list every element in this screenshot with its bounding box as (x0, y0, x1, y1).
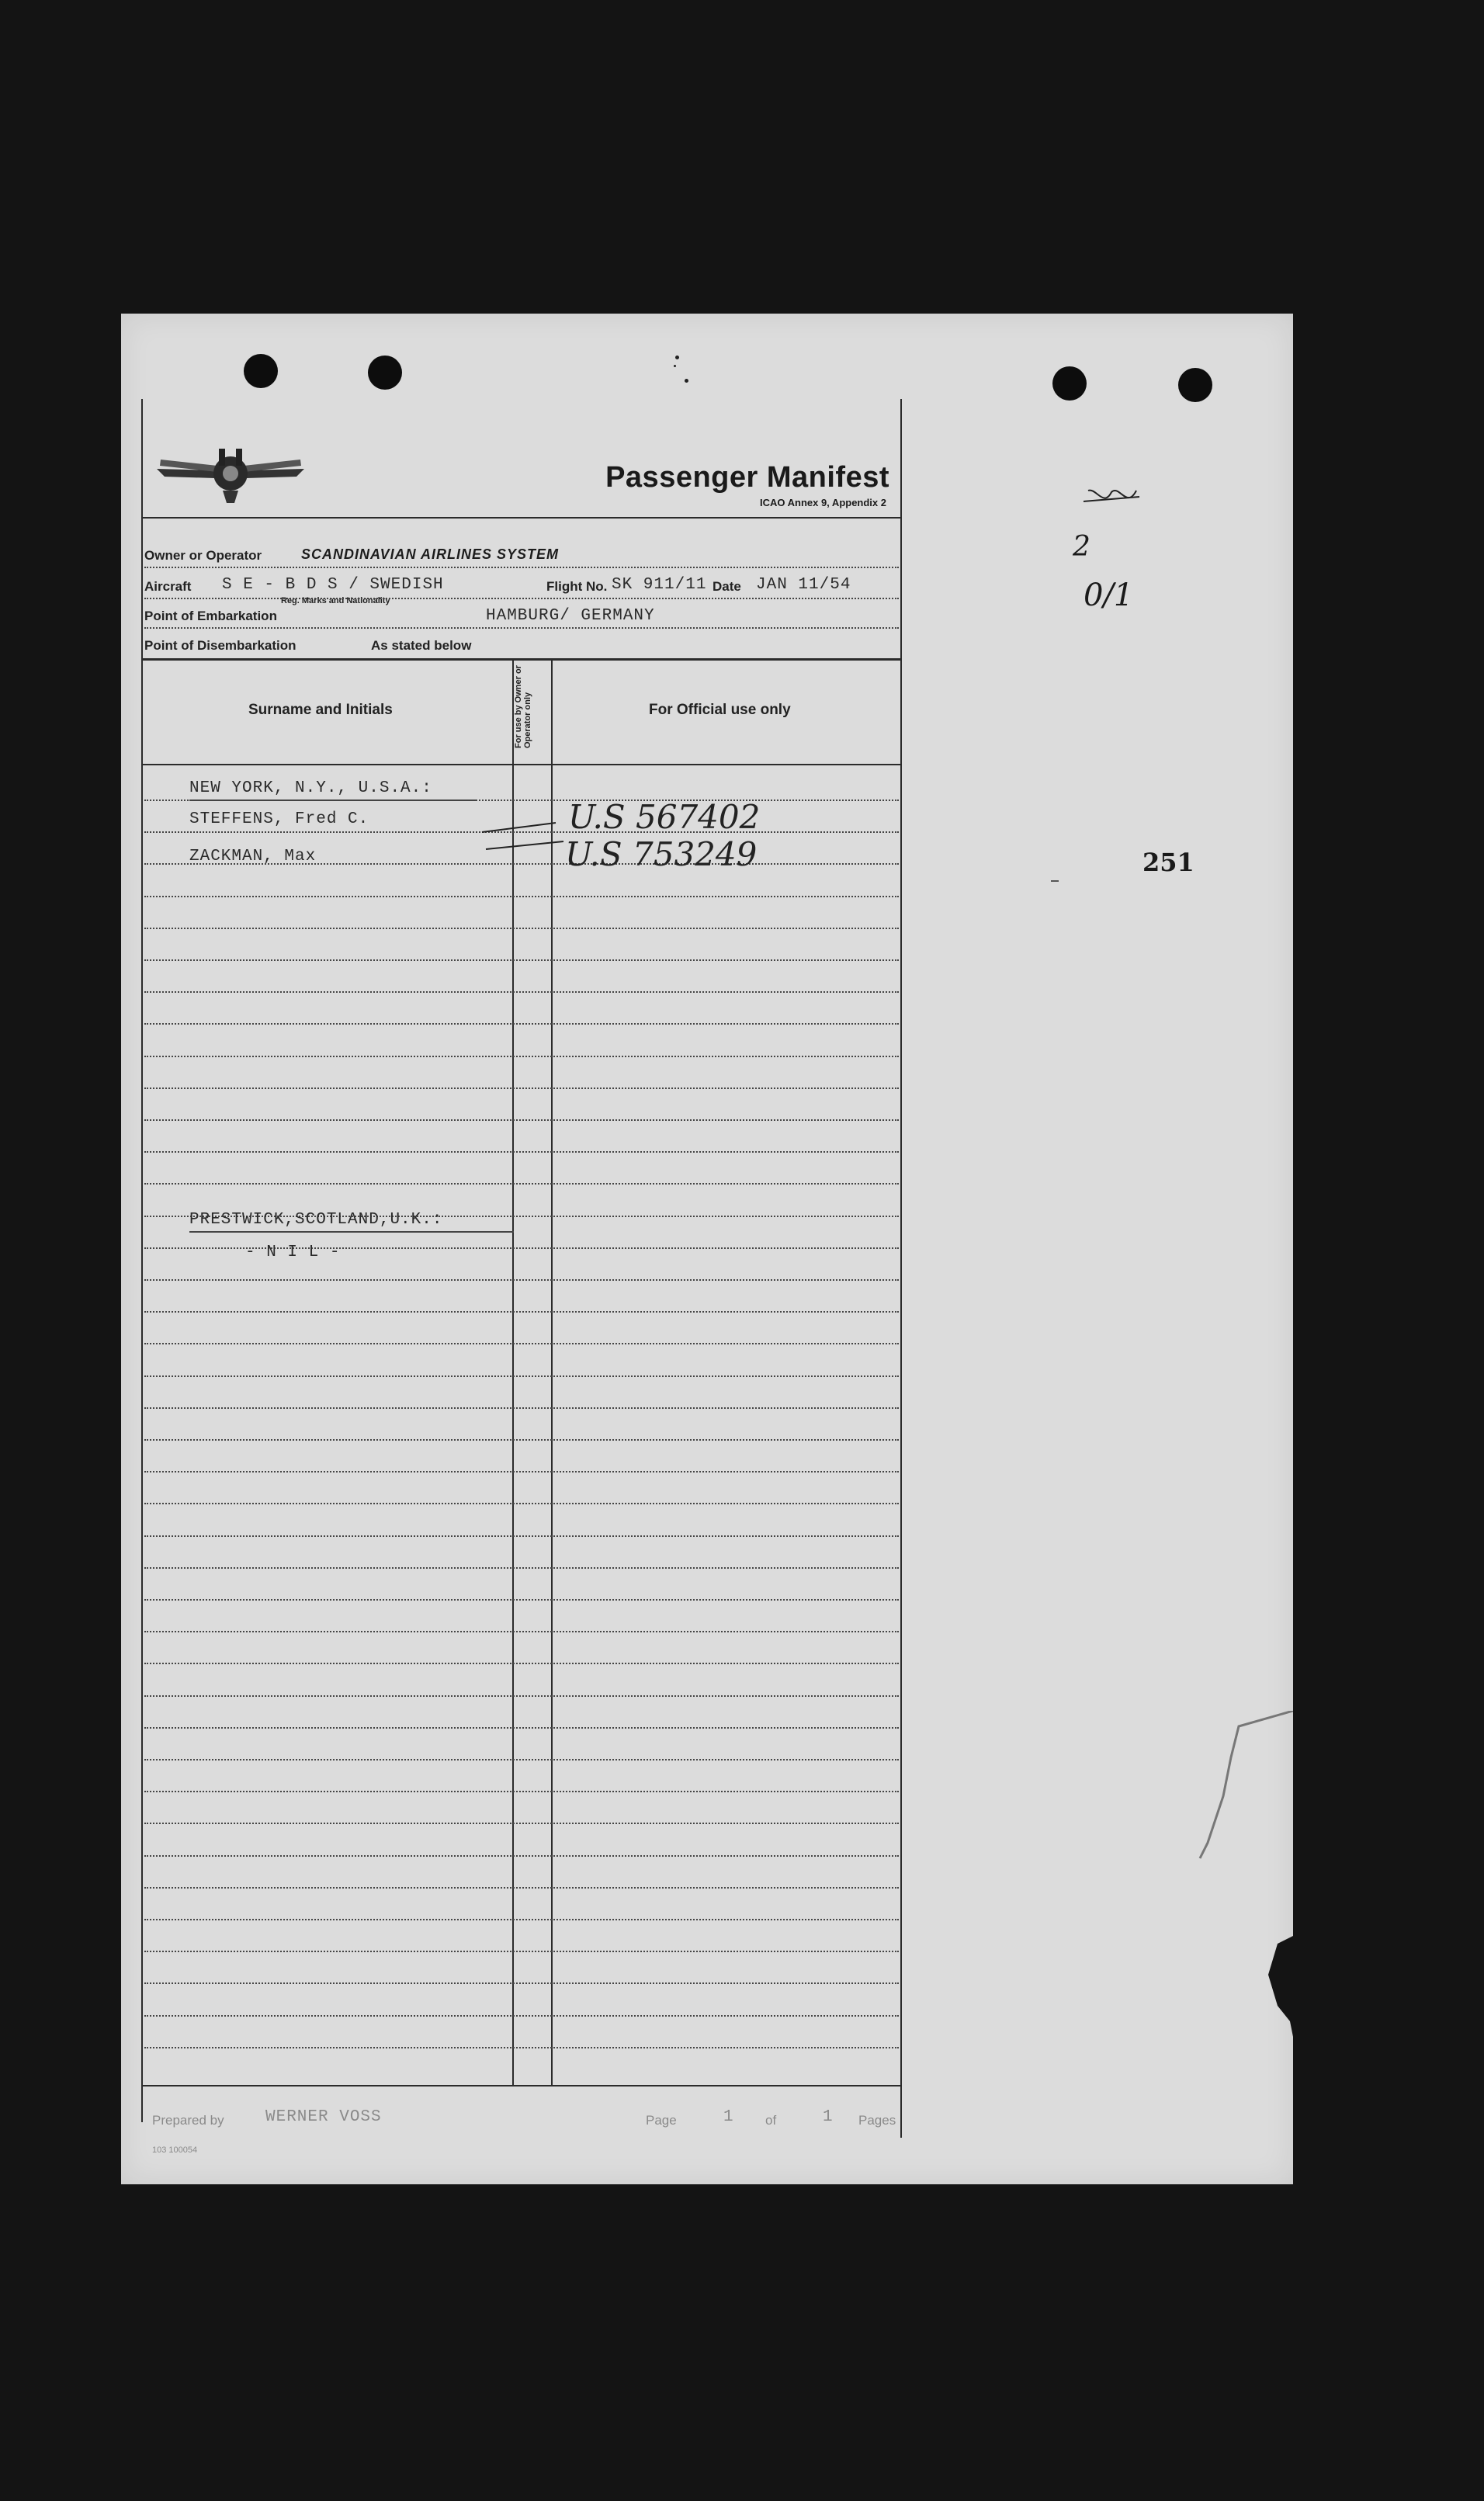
speck (685, 379, 688, 383)
col-surname-header: Surname and Initials (248, 702, 393, 718)
table-rule (144, 1823, 899, 1824)
of-label: of (765, 2113, 777, 2128)
table-rule (144, 1503, 899, 1504)
table-row-nil: - N I L - (245, 1244, 341, 1261)
header-divider (141, 517, 902, 519)
table-rule (144, 1151, 899, 1153)
table-rule (144, 1023, 899, 1025)
table-rule (144, 928, 899, 929)
date-value: JAN 11/54 (756, 576, 851, 594)
margin-note: 2 (1073, 531, 1090, 563)
table-rule (144, 1663, 899, 1664)
table-rule (144, 1599, 899, 1601)
col-divider-1 (512, 658, 514, 2085)
page-title: Passenger Manifest (605, 461, 889, 494)
col-official-header: For Official use only (649, 702, 791, 718)
pages-label: Pages (858, 2113, 896, 2128)
date-label: Date (713, 579, 741, 594)
official-entry: U.S 753249 (565, 835, 758, 873)
header-bottom (141, 764, 902, 765)
page-subtitle: ICAO Annex 9, Appendix 2 (759, 497, 886, 508)
field-line (144, 567, 899, 568)
table-bottom (141, 2085, 902, 2086)
field-line (144, 598, 899, 599)
margin-note: 0/1 (1084, 578, 1134, 613)
table-rule (144, 1982, 899, 1984)
table-rule (144, 991, 899, 993)
speck (674, 365, 676, 367)
speck (675, 356, 679, 359)
table-rule (144, 1087, 899, 1089)
col-divider-2 (551, 658, 553, 2085)
aircraft-value: S E - B D S / SWEDISH (222, 576, 444, 594)
embarkation-label: Point of Embarkation (144, 609, 277, 623)
table-rule (144, 1375, 899, 1377)
disembarkation-value: As stated below (371, 638, 472, 653)
table-rule (144, 2015, 899, 2017)
prepared-value: WERNER VOSS (265, 2108, 382, 2126)
field-line (144, 627, 899, 629)
table-rule (144, 896, 899, 897)
table-rule (144, 1791, 899, 1792)
prepared-label: Prepared by (152, 2113, 224, 2128)
table-rule (144, 1471, 899, 1473)
page-label: Page (646, 2113, 677, 2128)
page-value: 1 (723, 2108, 734, 2126)
underline (189, 800, 477, 801)
table-rule (144, 1695, 899, 1697)
table-rule (144, 1311, 899, 1313)
margin-page-number: 251 (1142, 848, 1194, 877)
table-row-passenger: ZACKMAN, Max (189, 848, 317, 865)
table-rule (144, 1887, 899, 1889)
table-rule (144, 2047, 899, 2048)
struck-out-mark-icon (1080, 484, 1142, 515)
punch-hole (368, 356, 402, 390)
owner-value: SCANDINAVIAN AIRLINES SYSTEM (301, 546, 560, 562)
punch-hole (244, 354, 278, 388)
table-rule (144, 1343, 899, 1344)
of-value: 1 (823, 2108, 834, 2126)
flight-label: Flight No. (546, 579, 608, 594)
airline-logo-icon (149, 438, 312, 515)
punch-hole (1178, 368, 1212, 402)
underline (189, 1231, 514, 1233)
table-rule (144, 1567, 899, 1569)
embarkation-value: HAMBURG/ GERMANY (486, 607, 655, 625)
table-rule (144, 1759, 899, 1760)
official-entry: U.S 567402 (568, 798, 761, 836)
table-rule (144, 1631, 899, 1632)
table-rule (144, 1183, 899, 1185)
table-row-passenger: STEFFENS, Fred C. (189, 810, 369, 828)
table-rule (144, 1056, 899, 1057)
flight-value: SK 911/11 (612, 576, 707, 594)
manifest-sheet (121, 314, 1293, 2184)
punch-hole (1052, 366, 1087, 401)
table-rule (144, 1535, 899, 1537)
table-rule (144, 1727, 899, 1729)
table-rule (144, 1407, 899, 1409)
margin-dash (1051, 880, 1059, 882)
owner-label: Owner or Operator (144, 548, 262, 563)
disembarkation-label: Point of Disembarkation (144, 638, 296, 653)
check-mark-icon (478, 806, 587, 852)
frame-left (141, 399, 143, 2122)
table-rule (144, 1951, 899, 1952)
table-rule (144, 1439, 899, 1441)
table-rule (144, 1119, 899, 1121)
table-rule (144, 1279, 899, 1281)
aircraft-label: Aircraft (144, 579, 192, 594)
paper-tear (1192, 1711, 1293, 2037)
table-rule (144, 959, 899, 961)
reg-marks-label: Reg. Marks and Nationality (281, 596, 390, 605)
table-row-destination-2: PRESTWICK,SCOTLAND,U.K.: (189, 1211, 443, 1229)
col-owner-header: For use by Owner or Operator only (514, 665, 532, 748)
table-rule (144, 1919, 899, 1920)
form-code: 103 100054 (152, 2145, 198, 2155)
table-row-destination-1: NEW YORK, N.Y., U.S.A.: (189, 779, 432, 797)
table-rule (144, 1855, 899, 1857)
